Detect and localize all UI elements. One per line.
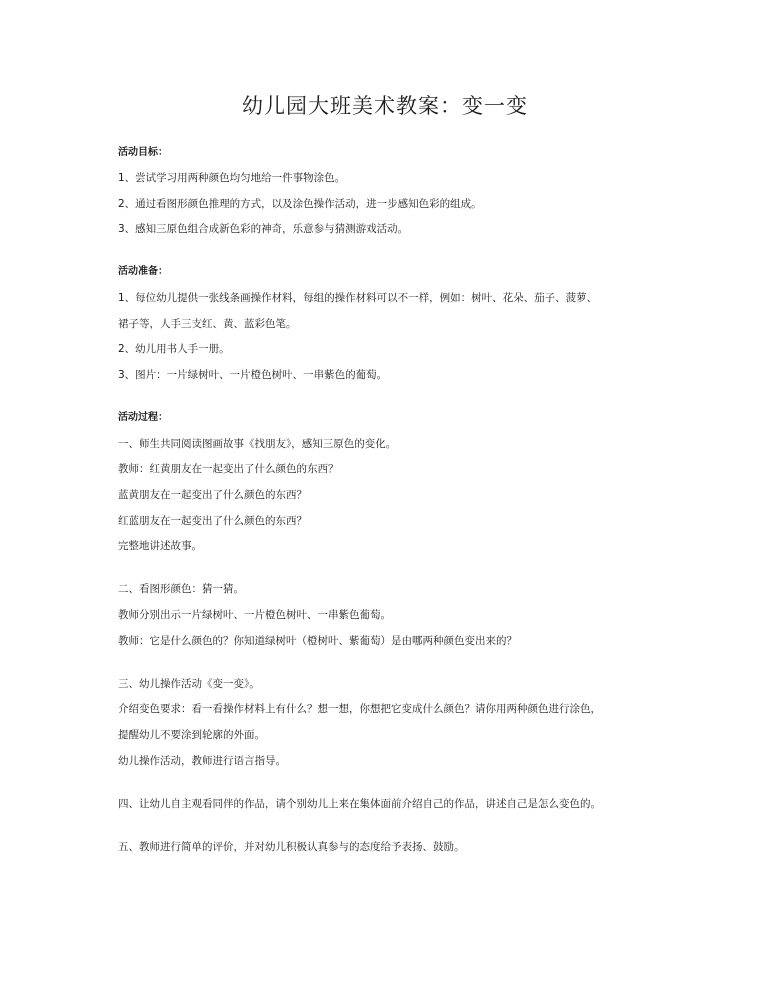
process-step-1-question-1: 教师：红黄朋友在一起变出了什么颜色的东西？ <box>118 463 339 475</box>
process-step-2-a: 教师分别出示一片绿树叶、一片橙色树叶、一串紫色葡萄。 <box>118 609 391 621</box>
goal-item-2: 2、通过看图形颜色推理的方式，以及涂色操作活动，进一步感知色彩的组成。 <box>118 198 482 210</box>
process-heading: 活动过程： <box>118 412 168 423</box>
prep-item-3: 3、图片：一片绿树叶、一片橙色树叶、一串紫色的葡萄。 <box>118 369 388 381</box>
process-step-1-question-2: 蓝黄朋友在一起变出了什么颜色的东西？ <box>118 489 307 501</box>
goal-item-1: 1、尝试学习用两种颜色均匀地给一件事物涂色。 <box>118 172 346 184</box>
goals-heading: 活动目标： <box>118 147 168 158</box>
prep-item-2: 2、幼儿用书人手一册。 <box>118 343 230 355</box>
page-title: 幼儿园大班美术教案：变一变 <box>242 94 528 118</box>
process-step-1: 一、师生共同阅读图画故事《找朋友》，感知三原色的变化。 <box>118 438 397 450</box>
process-step-3-b: 幼儿操作活动，教师进行语言指导。 <box>118 755 286 767</box>
process-step-3-a-line-1: 介绍变色要求：看一看操作材料上有什么？想一想，你想把它变成什么颜色？请你用两种颜色进行涂色， <box>118 703 601 715</box>
process-step-2: 二、看图形颜色：猜一猜。 <box>118 583 244 595</box>
prep-heading: 活动准备： <box>118 266 168 277</box>
process-step-3: 三、幼儿操作活动《变一变》。 <box>118 678 260 690</box>
process-step-1-end: 完整地讲述故事。 <box>118 540 202 552</box>
goal-item-3: 3、感知三原色组合成新色彩的神奇，乐意参与猜测游戏活动。 <box>118 223 409 235</box>
process-step-3-a-line-2: 提醒幼儿不要涂到轮廓的外面。 <box>118 729 265 741</box>
process-step-4: 四、让幼儿自主观看同伴的作品，请个别幼儿上来在集体面前介绍自己的作品，讲述自己是怎么变色的。 <box>118 798 601 810</box>
prep-item-1-line-2: 裙子等，人手三支红、黄、蓝彩色笔。 <box>118 318 297 330</box>
process-step-5: 五、教师进行简单的评价，并对幼儿积极认真参与的态度给予表扬、鼓励。 <box>118 841 465 853</box>
process-step-1-question-3: 红蓝朋友在一起变出了什么颜色的东西？ <box>118 515 307 527</box>
process-step-2-b: 教师：它是什么颜色的？你知道绿树叶（橙树叶、紫葡萄）是由哪两种颜色变出来的？ <box>118 635 517 647</box>
prep-item-1-line-1: 1、每位幼儿提供一张线条画操作材料，每组的操作材料可以不一样，例如：树叶、花朵、茄子、菠萝、 <box>118 292 598 304</box>
